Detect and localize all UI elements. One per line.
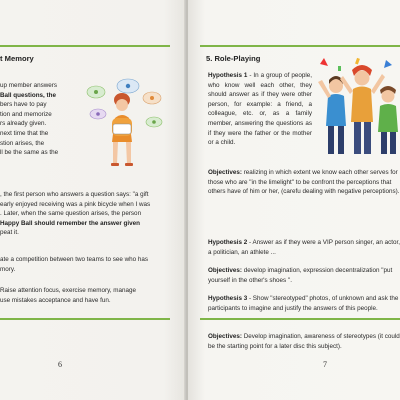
objectives-3-text: Develop imagination, awareness of stereotypes (it could be the starting point for a later disc this subject). (208, 333, 400, 350)
text-line: next time that the (0, 129, 49, 137)
hypothesis-2-label: Hypothesis 2 (208, 239, 248, 246)
hypothesis-2 (208, 238, 400, 257)
left-example-text (0, 190, 150, 238)
woman-thinking-illustration (82, 78, 168, 174)
left-footer-rule (0, 318, 170, 320)
text-line: peat it. (0, 229, 19, 237)
text-line: Happy Ball should remember the answer given (0, 219, 140, 227)
hypothesis-3-label: Hypothesis 3 (208, 295, 248, 302)
objectives-1-text: realizing in which extent we know each other serves for those who are "in the limelight" to be confront the perceptions that others have of him or her, (carefu dealing with negative perceptions). (208, 169, 400, 196)
objectives-1-label: Objectives: (208, 169, 242, 176)
hypothesis-3-text: - Show "stereotyped" photos, of unknown and ask the participants to imagine and justify the answers of this people. (208, 295, 399, 312)
hypothesis-1 (208, 71, 312, 148)
left-title-rule (0, 45, 170, 47)
text-line: Raise attention focus, exercise memory, manage (0, 287, 137, 294)
left-competition-text (0, 255, 148, 274)
left-page-title: t Memory (0, 54, 34, 63)
hypothesis-1-label: Hypothesis 1 (208, 72, 248, 79)
text-line: bers have to pay (0, 101, 47, 109)
objectives-2-label: Objectives: (208, 267, 242, 274)
text-line: early enjoyed receiving was a pink bicycle when I was (0, 200, 151, 208)
text-line: Ball questions, the (0, 91, 56, 99)
text-line: . Later, when the same question arises, the person (0, 210, 142, 218)
text-line: mory. (0, 265, 16, 273)
text-line: up member answers (0, 82, 58, 89)
left-objectives-text (0, 286, 136, 305)
text-line: rs already given. (0, 120, 47, 128)
text-line: use mistakes acceptance and have fun. (0, 296, 111, 304)
right-title-rule (200, 45, 400, 47)
page-number-right: 7 (323, 360, 327, 369)
text-line: ate a competition between two teams to see who has (0, 256, 149, 263)
page-number-left: 6 (58, 360, 62, 369)
left-page (0, 0, 186, 400)
hypothesis-1-text: - In a group of people, who know well each other, they should answer as if they were other person, for example: a friend, a colleague, etc. or, as a family member, answering the questions as if they were the father or the mother or a child. (208, 72, 312, 147)
people-celebrating-illustration (316, 56, 400, 160)
objectives-2-text: develop imagination, expression decentralization "put yourself in the other's shoes ". (208, 267, 393, 284)
hypothesis-2-text: - Answer as if they were a VIP person singer, an actor, a politician, an athlete ... (208, 239, 400, 256)
right-page-title: 5. Role-Playing (206, 54, 261, 63)
right-page (188, 0, 400, 400)
hypothesis-3 (208, 294, 400, 313)
text-line: tion and memorize (0, 110, 52, 118)
text-line: ll be the same as the (0, 149, 59, 157)
objectives-3-label: Objectives: (208, 333, 242, 340)
objectives-1 (208, 168, 400, 197)
objectives-2 (208, 266, 400, 285)
objectives-3 (208, 332, 400, 351)
text-line: , the first person who answers a question says: "a gift (0, 191, 149, 198)
right-footer-rule (200, 318, 400, 320)
left-intro-text (0, 81, 78, 158)
text-line: stion arises, the (0, 139, 45, 147)
right-page-body (208, 168, 400, 398)
